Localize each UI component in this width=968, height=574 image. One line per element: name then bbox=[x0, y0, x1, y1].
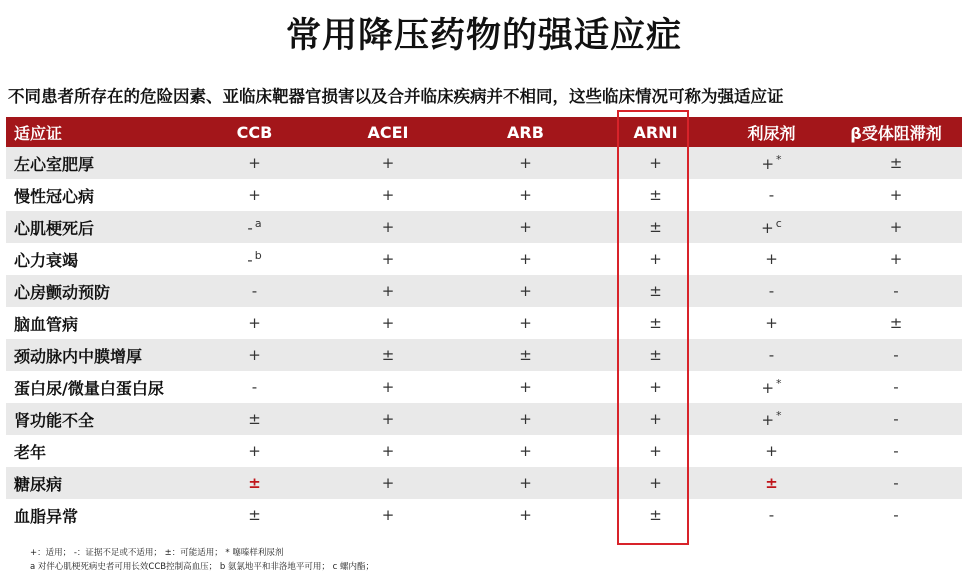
table-cell bbox=[598, 499, 713, 531]
table-cell bbox=[830, 435, 962, 467]
cell-value: + bbox=[519, 474, 532, 492]
table-cell bbox=[598, 275, 713, 307]
table-cell bbox=[186, 307, 323, 339]
row-label: 心肌梗死后 bbox=[6, 211, 186, 243]
table-cell bbox=[830, 467, 962, 499]
cell-value: + bbox=[765, 250, 778, 268]
cell-value: - bbox=[893, 506, 899, 524]
table-cell bbox=[453, 275, 598, 307]
cell-value: + bbox=[761, 219, 774, 237]
cell-value: + bbox=[519, 410, 532, 428]
table-cell bbox=[453, 435, 598, 467]
table-cell bbox=[598, 211, 713, 243]
table-cell bbox=[598, 435, 713, 467]
table-cell bbox=[830, 275, 962, 307]
row-label: 糖尿病 bbox=[6, 467, 186, 499]
cell-value: + bbox=[889, 218, 903, 236]
table-cell bbox=[323, 339, 453, 371]
table-row bbox=[6, 275, 962, 307]
table-cell bbox=[830, 147, 962, 179]
row-label: 老年 bbox=[6, 435, 186, 467]
cell-value: + bbox=[248, 314, 261, 332]
table-cell bbox=[453, 467, 598, 499]
cell-value: - bbox=[247, 251, 253, 269]
cell-value: ± bbox=[248, 410, 261, 428]
cell-value: + bbox=[761, 411, 775, 429]
table-cell bbox=[453, 211, 598, 243]
table-cell bbox=[830, 243, 962, 275]
cell-value: + bbox=[519, 378, 532, 396]
cell-footnote-marker: b bbox=[254, 249, 262, 262]
cell-value: + bbox=[381, 442, 395, 460]
table-cell bbox=[186, 179, 323, 211]
row-label: 蛋白尿/微量白蛋白尿 bbox=[6, 371, 186, 403]
cell-value: + bbox=[381, 186, 395, 204]
cell-value: + bbox=[889, 250, 903, 268]
table-cell bbox=[598, 243, 713, 275]
table-cell bbox=[323, 467, 453, 499]
cell-value: + bbox=[381, 474, 395, 492]
table-body bbox=[6, 147, 962, 531]
column-header: 适应证 bbox=[6, 117, 186, 147]
row-label: 左心室肥厚 bbox=[6, 147, 186, 179]
column-header: 利尿剂 bbox=[713, 117, 830, 147]
table-cell bbox=[598, 339, 713, 371]
table-cell bbox=[830, 371, 962, 403]
table-row bbox=[6, 435, 962, 467]
table-cell bbox=[186, 467, 323, 499]
table-cell bbox=[186, 403, 323, 435]
row-label: 血脂异常 bbox=[6, 499, 186, 531]
cell-value: + bbox=[248, 154, 261, 172]
cell-value: + bbox=[248, 346, 261, 364]
cell-value: ± bbox=[649, 346, 662, 364]
cell-value: ± bbox=[649, 282, 662, 300]
cell-value: + bbox=[519, 154, 532, 172]
cell-value: + bbox=[649, 154, 662, 172]
column-header: ARNI bbox=[598, 117, 713, 147]
table-row bbox=[6, 211, 962, 243]
table-cell bbox=[713, 467, 830, 499]
column-header: CCB bbox=[186, 117, 323, 147]
cell-value: + bbox=[381, 314, 395, 332]
table-row bbox=[6, 307, 962, 339]
table-cell bbox=[186, 435, 323, 467]
row-label: 心力衰竭 bbox=[6, 243, 186, 275]
cell-value: - bbox=[768, 282, 775, 300]
table-cell bbox=[453, 371, 598, 403]
table-cell bbox=[323, 435, 453, 467]
cell-footnote-marker: * bbox=[776, 377, 782, 390]
table-cell bbox=[830, 211, 962, 243]
cell-value: + bbox=[761, 379, 775, 397]
table-cell bbox=[453, 147, 598, 179]
cell-value: + bbox=[761, 155, 775, 173]
cell-value: + bbox=[519, 506, 532, 524]
cell-value: + bbox=[519, 218, 532, 236]
table-row bbox=[6, 467, 962, 499]
cell-value: + bbox=[649, 410, 662, 428]
cell-value: + bbox=[519, 442, 532, 460]
table-cell bbox=[713, 435, 830, 467]
table-cell bbox=[323, 147, 453, 179]
table-cell bbox=[186, 147, 323, 179]
table-cell bbox=[830, 179, 962, 211]
table-cell bbox=[453, 307, 598, 339]
table-cell bbox=[713, 339, 830, 371]
cell-value: ± bbox=[889, 314, 903, 332]
table-row bbox=[6, 339, 962, 371]
cell-value: + bbox=[381, 410, 395, 428]
table-cell bbox=[323, 499, 453, 531]
table-cell bbox=[713, 179, 830, 211]
cell-value: + bbox=[519, 250, 532, 268]
table-cell bbox=[830, 403, 962, 435]
table-cell bbox=[323, 243, 453, 275]
cell-value: ± bbox=[889, 154, 903, 172]
table-cell bbox=[186, 371, 323, 403]
cell-footnote-marker: * bbox=[776, 153, 782, 166]
table-cell bbox=[186, 211, 323, 243]
row-label: 心房颤动预防 bbox=[6, 275, 186, 307]
table-cell bbox=[323, 307, 453, 339]
table-cell bbox=[453, 339, 598, 371]
table-cell bbox=[830, 499, 962, 531]
table-cell bbox=[830, 339, 962, 371]
cell-value: + bbox=[765, 314, 778, 332]
column-header: ARB bbox=[453, 117, 598, 147]
cell-value: + bbox=[649, 378, 662, 396]
cell-value: + bbox=[519, 282, 532, 300]
table-cell bbox=[598, 147, 713, 179]
footnote-legend: +：适用； -：证据不足或不适用； ±：可能适用； * 噻嗪样利尿剂 bbox=[30, 548, 284, 558]
cell-value: + bbox=[765, 442, 778, 460]
table-row bbox=[6, 243, 962, 275]
cell-value: - bbox=[768, 186, 775, 204]
cell-value: ± bbox=[381, 346, 395, 364]
cell-value: - bbox=[768, 346, 775, 364]
table-cell bbox=[713, 403, 830, 435]
cell-value: - bbox=[768, 506, 775, 524]
cell-value: + bbox=[248, 186, 261, 204]
cell-value: - bbox=[893, 474, 899, 492]
table-cell bbox=[186, 275, 323, 307]
table-cell bbox=[598, 403, 713, 435]
cell-value: + bbox=[381, 218, 395, 236]
cell-value: + bbox=[381, 378, 395, 396]
table-cell bbox=[598, 371, 713, 403]
cell-value: + bbox=[649, 442, 662, 460]
cell-value: - bbox=[893, 378, 899, 396]
footnote-notes: a 对伴心肌梗死病史者可用长效CCB控制高血压； b 氨氯地平和非洛地平可用； c 螺内酯； bbox=[30, 562, 374, 572]
table-cell bbox=[713, 307, 830, 339]
row-label: 肾功能不全 bbox=[6, 403, 186, 435]
table-cell bbox=[713, 211, 830, 243]
cell-value: ± bbox=[765, 474, 778, 492]
table-row bbox=[6, 403, 962, 435]
cell-value: ± bbox=[649, 186, 662, 204]
indications-table bbox=[6, 117, 962, 531]
row-label: 颈动脉内中膜增厚 bbox=[6, 339, 186, 371]
table-row bbox=[6, 147, 962, 179]
cell-value: - bbox=[893, 442, 899, 460]
table-cell bbox=[186, 243, 323, 275]
table-cell bbox=[598, 467, 713, 499]
row-label: 慢性冠心病 bbox=[6, 179, 186, 211]
table-cell bbox=[453, 499, 598, 531]
cell-value: ± bbox=[248, 506, 261, 524]
table-row bbox=[6, 179, 962, 211]
table-cell bbox=[186, 339, 323, 371]
page-title: 常用降压药物的强适应症 bbox=[285, 16, 682, 56]
table-cell bbox=[713, 499, 830, 531]
table-cell bbox=[323, 275, 453, 307]
table-cell bbox=[713, 371, 830, 403]
table-cell bbox=[598, 179, 713, 211]
cell-footnote-marker: * bbox=[776, 409, 782, 422]
table-cell bbox=[713, 275, 830, 307]
cell-value: + bbox=[889, 186, 903, 204]
table-cell bbox=[598, 307, 713, 339]
cell-value: + bbox=[649, 474, 662, 492]
cell-value: ± bbox=[649, 218, 662, 236]
cell-footnote-marker: a bbox=[254, 217, 262, 230]
cell-value: + bbox=[381, 282, 395, 300]
table-cell bbox=[713, 147, 830, 179]
cell-value: ± bbox=[649, 314, 662, 332]
cell-value: + bbox=[248, 442, 261, 460]
cell-value: ± bbox=[649, 506, 662, 524]
table-cell bbox=[453, 179, 598, 211]
cell-value: ± bbox=[519, 346, 532, 364]
cell-value: ± bbox=[248, 474, 261, 492]
table-cell bbox=[830, 307, 962, 339]
row-label: 脑血管病 bbox=[6, 307, 186, 339]
cell-value: + bbox=[519, 186, 532, 204]
cell-footnote-marker: c bbox=[775, 217, 782, 230]
column-header: β受体阻滞剂 bbox=[830, 117, 962, 147]
table-cell bbox=[453, 403, 598, 435]
table-row bbox=[6, 499, 962, 531]
table-cell bbox=[323, 179, 453, 211]
cell-value: - bbox=[893, 410, 899, 428]
table-cell bbox=[323, 403, 453, 435]
table-cell bbox=[186, 499, 323, 531]
cell-value: + bbox=[381, 506, 395, 524]
table-header-row bbox=[6, 117, 962, 147]
cell-value: - bbox=[251, 378, 258, 396]
cell-value: + bbox=[649, 250, 662, 268]
cell-value: - bbox=[893, 282, 899, 300]
table-cell bbox=[713, 243, 830, 275]
table-row bbox=[6, 371, 962, 403]
cell-value: + bbox=[381, 250, 395, 268]
cell-value: - bbox=[251, 282, 258, 300]
cell-value: - bbox=[247, 219, 253, 237]
cell-value: + bbox=[519, 314, 532, 332]
column-header: ACEI bbox=[323, 117, 453, 147]
cell-value: - bbox=[893, 346, 899, 364]
cell-value: + bbox=[381, 154, 395, 172]
table-cell bbox=[453, 243, 598, 275]
table-cell bbox=[323, 211, 453, 243]
table-cell bbox=[323, 371, 453, 403]
page-subtitle: 不同患者所存在的危险因素、亚临床靶器官损害以及合并临床疾病并不相同，这些临床情况可称为强适应证 bbox=[8, 87, 784, 106]
